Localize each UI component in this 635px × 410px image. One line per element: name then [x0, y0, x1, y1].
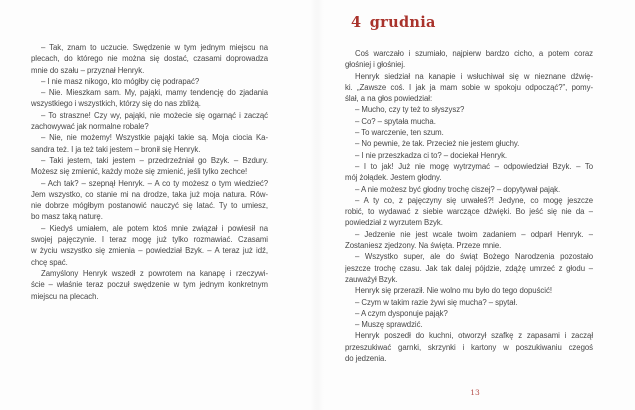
text-line: ślał, a na głos powiedział:: [345, 94, 433, 104]
text-line: mnie do szału – przyznał Henryk.: [31, 65, 145, 75]
text-line: do jedzenia.: [345, 354, 387, 364]
text-line: – Taki jestem, taki jestem – przedrzeźniał go Bzyk. – Bzdury.: [41, 155, 268, 165]
paragraph: [345, 330, 593, 364]
text-line: – Kiedyś umiałem, ale potem ktoś mnie związał i powiesił na: [41, 223, 268, 233]
text-line: przeszukiwać garnki, skrzynki i kartony w poszukiwaniu czegoś: [345, 342, 593, 352]
text-line: – A nie możesz być głodny trochę ciszej? – dopytywał pająk.: [355, 184, 561, 194]
paragraph: [345, 48, 593, 71]
text-line: – I nie przeszkadza ci to? – dociekał Henryk.: [355, 150, 508, 160]
paragraph: [345, 104, 593, 115]
text-line: – To straszne! Czy wy, pająki, nie możecie się ogarnąć i zacząć: [41, 110, 268, 120]
text-line: głośniej i głośniej.: [345, 60, 406, 70]
paragraph: [345, 229, 593, 252]
text-line: Henryk poszedł do kuchni, otworzył szafkę z zapasami i zaczął: [355, 331, 593, 341]
paragraph: [345, 150, 593, 161]
text-line: – To warczenie, ten szum.: [355, 128, 444, 138]
text-line: jeszcze trochę czasu. Jak tak dalej pójdzie, zdążę umrzeć z głodu –: [345, 263, 593, 273]
text-line: bo masz taką naturę.: [31, 212, 103, 222]
text-line: zachowywać jak normalne robale?: [31, 122, 149, 132]
paragraph: [31, 178, 268, 223]
paragraph: [31, 76, 268, 87]
text-line: miejscu na plecach.: [31, 291, 99, 301]
paragraph: [345, 251, 593, 285]
text-line: – A czym dysponuje pająk?: [355, 308, 448, 318]
text-line: – I nie masz nikogo, kto mógłby cię podrapać?: [41, 76, 200, 86]
text-line: – No pewnie, że tak. Przecież nie jestem głuchy.: [355, 139, 520, 149]
paragraph: [345, 195, 593, 229]
text-line: Henryk się przeraził. Nie wolno mu było do tego dopuścić!: [355, 286, 552, 296]
paragraph: [31, 87, 268, 110]
text-line: plecach, do którego nie można się dostać, czasami doprowadza: [31, 54, 268, 64]
paragraph: [345, 71, 593, 105]
text-line: – Jedzenie nie jest wcale twoim zadaniem – odparł Henryk. –: [355, 229, 593, 239]
text-line: – Ach tak? – szepnął Henryk. – A co ty możesz o tym wiedzieć?: [41, 178, 268, 188]
text-line: – Mucho, czy ty też to słyszysz?: [355, 105, 465, 115]
text-line: Jem wszystko, co stanie mi na drodze, taka już moja natura. Rów-: [31, 189, 268, 199]
text-line: Henryk siedział na kanapie i wsłuchiwał się w nieznane dźwię-: [355, 71, 593, 81]
paragraph: [345, 184, 593, 195]
text-line: Coś warczało i szumiało, najpierw bardzo cicho, a potem coraz: [355, 49, 593, 58]
left-page-text: [31, 42, 268, 302]
text-line: Możesz się zmienić, każdy może się zmienić, jeśli tylko zechce!: [31, 167, 248, 177]
text-line: – Muszę sprawdzić.: [355, 320, 423, 330]
page-spine-divider: [310, 0, 324, 410]
text-line: ki. „Zawsze coś. I jak ja mam sobie w spokoju odpocząć?”, pomy-: [345, 82, 593, 92]
text-line: – Tak, znam to uczucie. Swędzenie w tym jednym miejscu na: [41, 43, 268, 52]
paragraph: [345, 116, 593, 127]
text-line: sandra też. I ja też taki jestem – bronił się Henryk.: [31, 144, 201, 154]
paragraph: [345, 138, 593, 149]
text-line: – Co? – spytała mucha.: [355, 116, 436, 126]
paragraph: [31, 223, 268, 268]
paragraph: [31, 132, 268, 155]
paragraph: [345, 297, 593, 308]
paragraph: [345, 161, 593, 184]
text-line: w życiu wszystko się zmienia – powiedział Bzyk. – A teraz już idź,: [31, 246, 268, 256]
page-number: 13: [470, 388, 480, 397]
text-line: Zostaniesz zjedzony. Na święta. Przeze mnie.: [345, 241, 502, 251]
text-line: mój żołądek. Jestem głodny.: [345, 173, 442, 183]
paragraph: [345, 285, 593, 296]
paragraph: [31, 155, 268, 178]
text-line: – I to jak! Już nie mogę wytrzymać – odpowiedział Bzyk. – To: [355, 161, 593, 171]
text-line: – Wszystko super, ale do świąt Bożego Narodzenia pozostało: [355, 252, 593, 262]
text-line: – Nie, nie możemy! Wszystkie pająki takie są. Moja ciocia Ka-: [41, 133, 268, 143]
text-line: robić, to wydawać z siebie warczące dźwięki. Bo jeść się nie da –: [345, 207, 593, 217]
text-line: nie dobrze mógłbym postanowić nauczyć się latać. Ty to umiesz,: [31, 201, 268, 211]
paragraph: [345, 319, 593, 330]
paragraph: [345, 308, 593, 319]
text-line: – Czym w takim razie żywi się mucha? – spytał.: [355, 297, 518, 307]
text-line: swojej pajęczynie. I teraz mogę już tylko rozmawiać. Czasami: [31, 235, 268, 245]
text-line: chcę spać.: [31, 257, 68, 267]
right-page-text: [345, 48, 593, 364]
chapter-heading: 4 grudnia: [351, 14, 436, 31]
text-line: – Nie. Mieszkam sam. My, pająki, mamy tendencję do zjadania: [41, 88, 268, 98]
text-line: zauważył Bzyk.: [345, 274, 398, 284]
text-line: wszystkiego i wszystkich, którzy się do nas zbliżą.: [31, 99, 201, 109]
paragraph: [31, 268, 268, 302]
paragraph: [345, 127, 593, 138]
paragraph: [31, 110, 268, 133]
paragraph: [31, 42, 268, 76]
text-line: ście – właśnie teraz poczuł swędzenie w tym jednym konkretnym: [31, 280, 268, 290]
text-line: powiedział z wyrzutem Bzyk.: [345, 218, 443, 228]
text-line: – A ty co, z pajęczyny się urwałeś?! Jedyne, co mogę jeszcze: [355, 195, 593, 205]
text-line: Zamyślony Henryk wszedł z powrotem na kanapę i rzeczywi-: [41, 268, 268, 278]
